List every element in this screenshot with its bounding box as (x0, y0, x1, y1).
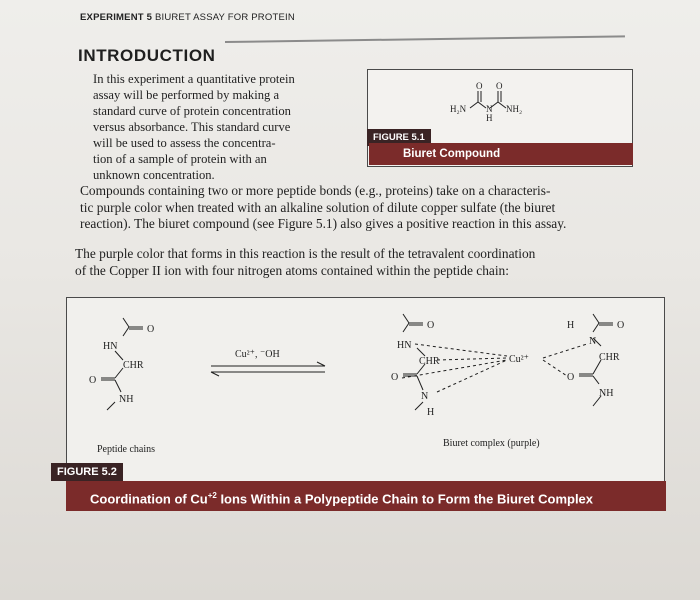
nh-group: NH (599, 388, 614, 399)
section-heading: INTRODUCTION (78, 46, 216, 65)
copper-ion: Cu²⁺ (509, 354, 529, 365)
equilibrium-arrows (211, 362, 325, 376)
experiment-title: BIURET ASSAY FOR PROTEIN (154, 12, 295, 23)
body-paragraph (75, 246, 650, 279)
biuret-complex-label: Biuret complex (purple) (443, 438, 540, 449)
oxygen-atom: O (427, 320, 435, 331)
oxygen-atom: O (391, 372, 399, 383)
chr-group: CHR (419, 356, 440, 367)
chr-group: CHR (123, 360, 144, 371)
h2n-atom: H₂N (450, 104, 467, 114)
oxygen-atom: O (567, 372, 575, 383)
h-atom: H (427, 407, 435, 418)
text-line: versus absorbance. This standard curve (93, 120, 291, 134)
h-atom: H (486, 113, 493, 123)
figure-5-1-caption: Biuret Compound (369, 143, 633, 165)
figure-biuret-complex (66, 297, 665, 485)
n-atom: N (486, 104, 493, 114)
oxygen-atom: O (476, 81, 483, 91)
nh-group: NH (119, 394, 134, 405)
coordination-diagram (67, 298, 664, 484)
reagents-label: Cu²⁺, ⁻OH (235, 349, 280, 360)
oxygen-atom: O (496, 81, 503, 91)
figure-5-2-caption (66, 481, 666, 511)
text-line: The purple color that forms in this reaction is the result of the tetravalent coordination (75, 246, 536, 261)
peptide-chains-label: Peptide chains (97, 444, 156, 455)
experiment-number: EXPERIMENT 5 (80, 12, 153, 23)
oxygen-atom: O (89, 375, 97, 386)
nh2-atom: NH₂ (506, 104, 523, 114)
intro-paragraph (93, 71, 348, 183)
text-line: standard curve of protein concentration (93, 104, 291, 118)
caption-text: Coordination of Cu (90, 491, 208, 507)
biuret-structure-diagram (438, 74, 568, 134)
caption-superscript: +2 (207, 491, 217, 500)
text-line: Compounds containing two or more peptide bonds (e.g., proteins) take on a characteris- (80, 183, 551, 198)
header-rule (225, 35, 625, 42)
oxygen-atom: O (617, 320, 625, 331)
hn-group: HN (103, 341, 118, 352)
figure-5-1-label: FIGURE 5.1 (367, 129, 431, 146)
chr-group: CHR (599, 352, 620, 363)
text-line: will be used to assess the concentra- (93, 136, 276, 150)
body-paragraph (80, 183, 655, 233)
text-line: of the Copper II ion with four nitrogen atoms contained within the peptide chain: (75, 262, 509, 278)
text-line: tion of a sample of protein with an (93, 152, 267, 166)
text-line: unknown concentration. (93, 168, 215, 182)
oxygen-atom: O (147, 324, 155, 335)
text-line: assay will be performed by making a (93, 88, 280, 102)
running-head (80, 12, 295, 23)
hn-group: HN (397, 340, 412, 351)
n-atom: N (421, 391, 429, 402)
text-line: In this experiment a quantitative protein (93, 72, 295, 86)
text-line: reaction). The biuret compound (see Figure 5.1) also gives a positive reaction in this assay. (80, 216, 567, 231)
text-line: tic purple color when treated with an alkaline solution of dilute copper sulfate (the biuret (80, 199, 556, 215)
figure-5-2-label: FIGURE 5.2 (51, 463, 123, 481)
h-atom: H (567, 320, 575, 331)
n-atom: N (589, 336, 597, 347)
coordination-bonds (402, 344, 587, 392)
caption-text: Ions Within a Polypeptide Chain to Form the Biuret Complex (216, 491, 594, 507)
